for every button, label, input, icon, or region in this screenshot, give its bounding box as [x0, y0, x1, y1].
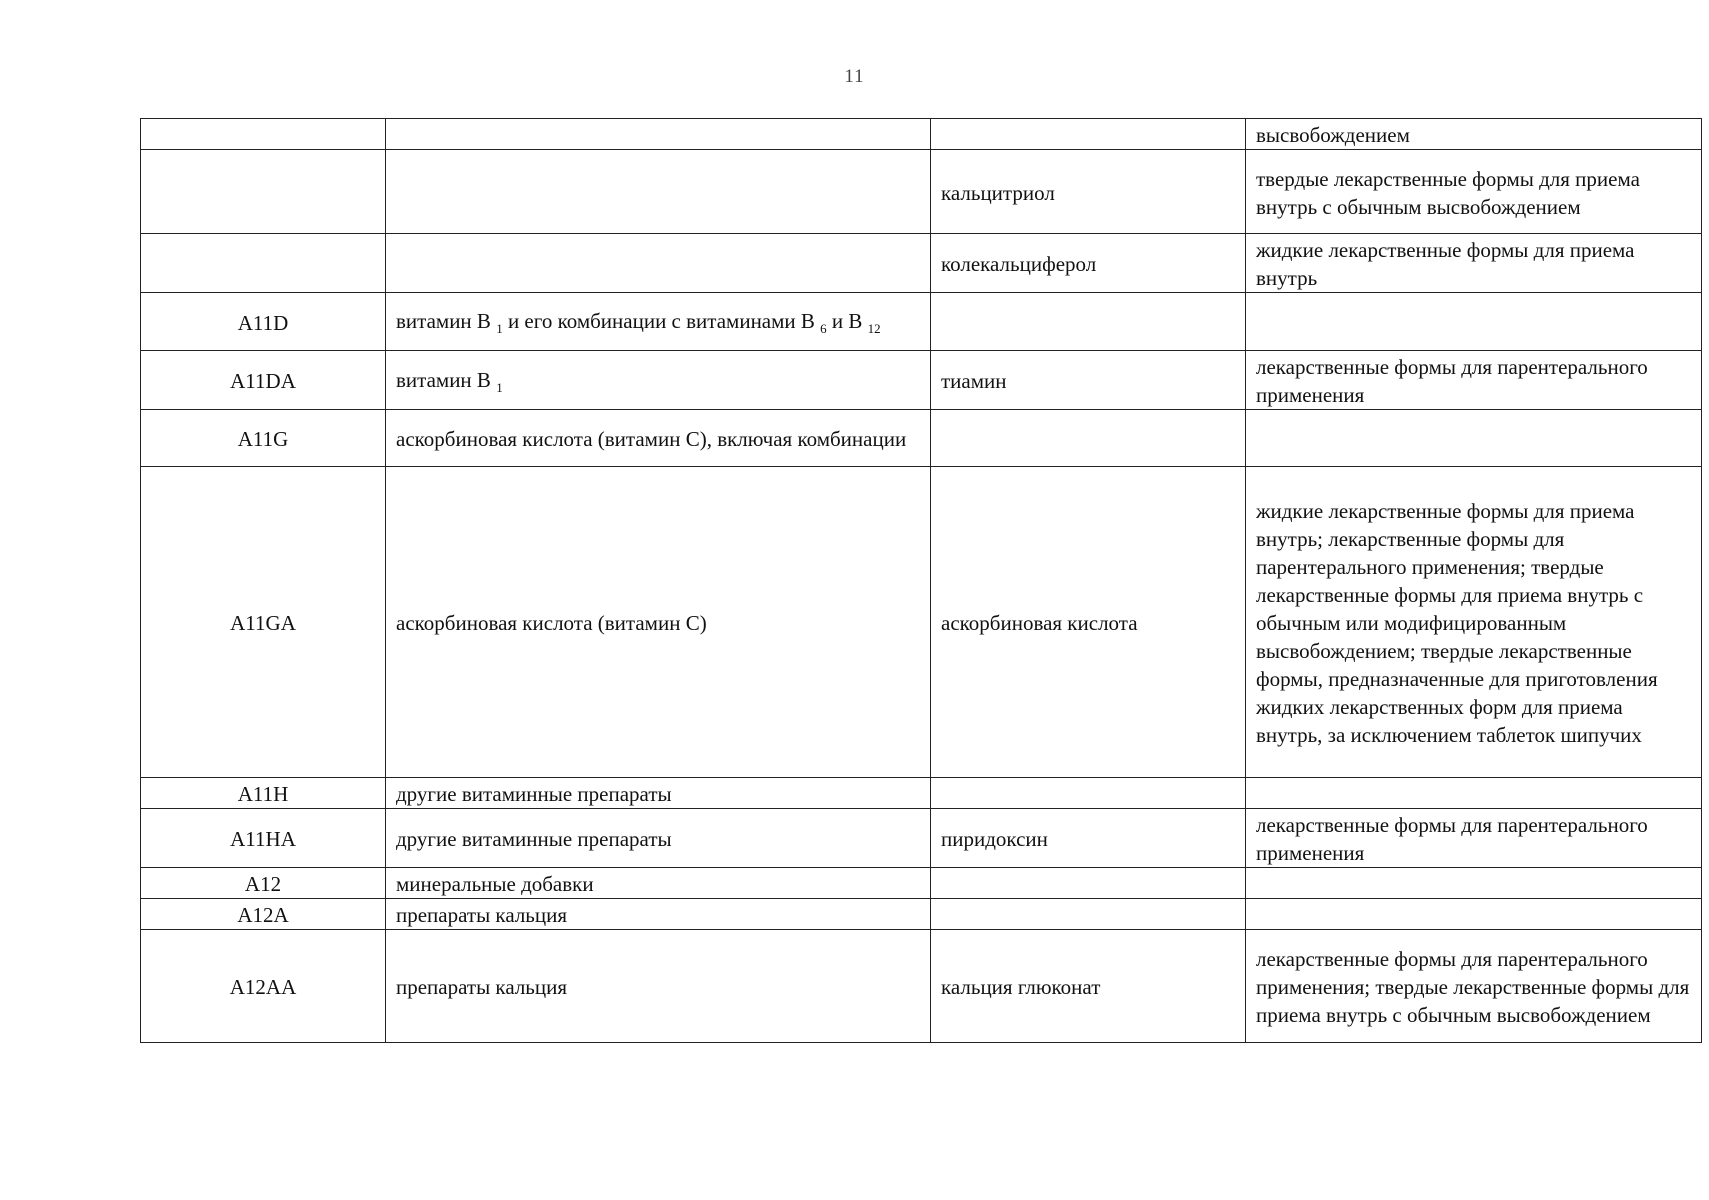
group-text: витамин B — [396, 309, 491, 333]
substance-cell — [931, 293, 1246, 351]
table-row — [141, 868, 1702, 899]
table-row — [141, 150, 1702, 234]
atc-code-cell: A11DA — [141, 351, 386, 410]
group-cell — [386, 293, 931, 351]
subscript: 1 — [496, 321, 503, 336]
atc-code-cell — [141, 234, 386, 293]
group-cell — [386, 150, 931, 234]
group-cell — [386, 351, 931, 410]
dosage-form-cell — [1246, 899, 1702, 930]
table-row — [141, 410, 1702, 467]
group-text: витамин B — [396, 367, 491, 392]
substance-cell: колекальциферол — [931, 234, 1246, 293]
atc-code-cell — [141, 119, 386, 150]
substance-cell — [931, 868, 1246, 899]
dosage-form-cell: жидкие лекарственные формы для приема внутрь — [1246, 234, 1702, 293]
dosage-form-cell: лекарственные формы для парентерального применения; твердые лекарственные формы для приема внутрь с обычным высвобождением — [1246, 930, 1702, 1043]
subscript: 12 — [867, 321, 881, 336]
atc-code-cell: A11D — [141, 293, 386, 351]
group-text: и его комбинации с витаминами B — [502, 309, 815, 333]
dosage-form-cell — [1246, 293, 1702, 351]
dosage-form-cell: лекарственные формы для парентерального применения — [1246, 351, 1702, 410]
group-cell — [386, 119, 931, 150]
page-number: 11 — [844, 66, 865, 87]
subscript: 1 — [496, 379, 503, 395]
group-cell: аскорбиновая кислота (витамин C) — [386, 467, 931, 778]
subscript: 6 — [820, 321, 827, 336]
dosage-form-cell — [1246, 778, 1702, 809]
table-row — [141, 809, 1702, 868]
table-row — [141, 351, 1702, 410]
table-row — [141, 293, 1702, 351]
table-row — [141, 234, 1702, 293]
group-cell: аскорбиновая кислота (витамин C), включая комбинации — [386, 410, 931, 467]
substance-cell — [931, 778, 1246, 809]
dosage-form-cell: твердые лекарственные формы для приема внутрь с обычным высвобождением — [1246, 150, 1702, 234]
substance-cell — [931, 410, 1246, 467]
table-row — [141, 899, 1702, 930]
substance-cell: пиридоксин — [931, 809, 1246, 868]
atc-code-cell: A11GA — [141, 467, 386, 778]
group-text: и B — [826, 309, 863, 333]
drug-table — [140, 118, 1702, 1043]
substance-cell: тиамин — [931, 351, 1246, 410]
group-cell: препараты кальция — [386, 930, 931, 1043]
dosage-form-cell: высвобождением — [1246, 119, 1702, 150]
table-row — [141, 119, 1702, 150]
group-cell: минеральные добавки — [386, 868, 931, 899]
group-cell: другие витаминные препараты — [386, 809, 931, 868]
dosage-form-cell — [1246, 410, 1702, 467]
atc-code-cell: A12 — [141, 868, 386, 899]
substance-cell — [931, 119, 1246, 150]
atc-code-cell: A11G — [141, 410, 386, 467]
dosage-form-cell: лекарственные формы для парентерального применения — [1246, 809, 1702, 868]
dosage-form-cell — [1246, 868, 1702, 899]
substance-cell: кальцитриол — [931, 150, 1246, 234]
substance-cell: аскорбиновая кислота — [931, 467, 1246, 778]
table-row — [141, 778, 1702, 809]
atc-code-cell — [141, 150, 386, 234]
substance-cell: кальция глюконат — [931, 930, 1246, 1043]
substance-cell — [931, 899, 1246, 930]
group-cell: препараты кальция — [386, 899, 931, 930]
atc-code-cell: A11H — [141, 778, 386, 809]
group-cell — [386, 234, 931, 293]
group-cell: другие витаминные препараты — [386, 778, 931, 809]
dosage-form-cell: жидкие лекарственные формы для приема внутрь; лекарственные формы для парентерального применения; твердые лекарственные формы для приема внутрь с обычным или модифицированным высвобождением; твердые лекарственные формы, предназначенные для приготовления жидких лекарственных форм для приема внутрь, за исключением таблеток шипучих — [1246, 467, 1702, 778]
table-row — [141, 467, 1702, 778]
atc-code-cell: A12A — [141, 899, 386, 930]
atc-code-cell: A11HA — [141, 809, 386, 868]
table-row — [141, 930, 1702, 1043]
atc-code-cell: A12AA — [141, 930, 386, 1043]
